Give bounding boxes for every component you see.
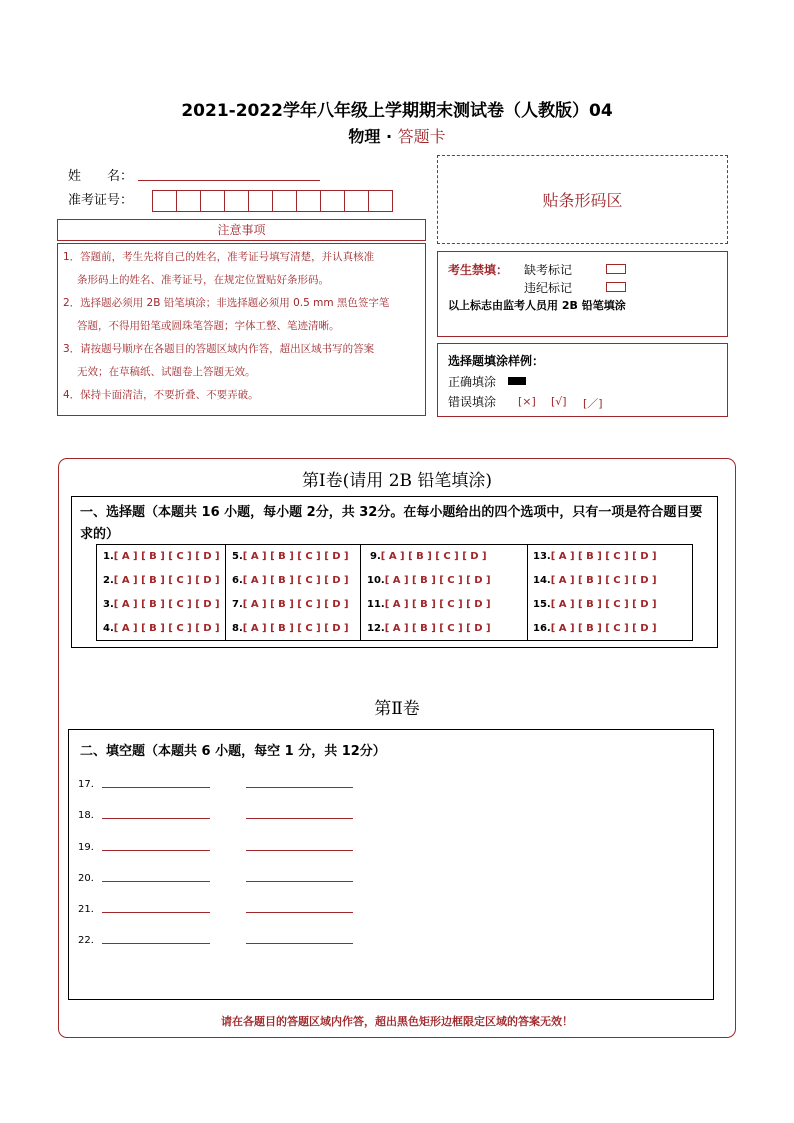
id-digit-box[interactable] [296,190,321,212]
correct-label: 正确填涂 [448,375,497,389]
card-label: 答题卡 [397,127,446,146]
mc-question[interactable]: 6.[ A ] [ B ] [ C ] [ D ] [232,575,349,586]
answer-blank[interactable] [246,818,353,819]
mc-question[interactable]: 8.[ A ] [ B ] [ C ] [ D ] [232,623,349,634]
notice-heading: 注意事项 [57,219,426,241]
sample-heading: 选择题填涂样例： [448,354,545,368]
answer-blank[interactable] [102,818,210,819]
violation-label: 违纪标记 [524,281,573,295]
wrong-mark-slash: [／] [583,397,603,410]
answer-blank[interactable] [246,850,353,851]
mc-question[interactable]: 7.[ A ] [ B ] [ C ] [ D ] [232,599,349,610]
notice-line: 2．选择题必须用 2B 铅笔填涂；非选择题必须用 0.5 mm 黑色签字笔 [63,297,390,309]
wrong-label: 错误填涂 [448,395,497,409]
dot-separator: · [385,127,393,146]
mc-question[interactable]: 11.[ A ] [ B ] [ C ] [ D ] [367,599,491,610]
mc-question[interactable]: 1.[ A ] [ B ] [ C ] [ D ] [103,551,220,562]
violation-mark-box[interactable] [606,282,626,292]
answer-blank[interactable] [246,943,353,944]
absent-label: 缺考标记 [524,263,573,277]
answer-blank[interactable] [102,850,210,851]
id-digit-box[interactable] [176,190,201,212]
fill-heading: 二、填空题（本题共 6 小题，每空 1 分，共 12分） [80,744,386,759]
mc-question[interactable]: 15.[ A ] [ B ] [ C ] [ D ] [533,599,657,610]
fill-sample-box [437,343,728,417]
id-digit-box[interactable] [152,190,177,212]
answer-blank[interactable] [102,912,210,913]
answer-blank[interactable] [246,881,353,882]
mc-question[interactable]: 4.[ A ] [ B ] [ C ] [ D ] [103,623,220,634]
fill-question-number: 22． [78,935,101,946]
answer-blank[interactable] [102,943,210,944]
id-digit-box[interactable] [224,190,249,212]
id-label: 准考证号： [68,193,134,208]
id-digit-box[interactable] [368,190,393,212]
name-label: 姓 名： [68,169,134,184]
correct-fill-sample [508,377,526,385]
barcode-area [437,155,728,244]
page-subtitle [0,124,794,147]
mc-question[interactable]: 16.[ A ] [ B ] [ C ] [ D ] [533,623,657,634]
subject-label: 物理 [348,127,381,146]
notice-line: 3．请按题号顺序在各题目的答题区域内作答，超出区域书写的答案 [63,343,375,355]
examiner-only-box [437,251,728,337]
answer-blank[interactable] [102,881,210,882]
mc-question[interactable]: 3.[ A ] [ B ] [ C ] [ D ] [103,599,220,610]
mc-question[interactable]: 12.[ A ] [ B ] [ C ] [ D ] [367,623,491,634]
forbid-note: 以上标志由监考人员用 2B 铅笔填涂 [448,299,626,312]
notice-line: 条形码上的姓名、准考证号，在规定位置贴好条形码。 [77,274,329,286]
notice-line: 4．保持卡面清洁，不要折叠、不要弄破。 [63,389,259,401]
footer-warning: 请在各题目的答题区域内作答，超出黑色矩形边框限定区域的答案无效！ [221,1015,573,1028]
fill-question-number: 20． [78,873,101,884]
answer-blank[interactable] [102,787,210,788]
id-digit-box[interactable] [320,190,345,212]
name-field[interactable] [138,180,320,181]
page-title: 2021-2022学年八年级上学期期末测试卷（人教版）04 [181,101,613,121]
fill-in-section [68,729,714,1000]
part2-title: 第Ⅱ卷 [374,699,420,719]
fill-question-number: 17． [78,779,101,790]
wrong-mark-check: [√] [551,395,567,408]
mc-question[interactable]: 10.[ A ] [ B ] [ C ] [ D ] [367,575,491,586]
mc-question[interactable]: 5.[ A ] [ B ] [ C ] [ D ] [232,551,349,562]
mc-heading: 一、选择题（本题共 16 小题，每小题 2分，共 32分。在每小题给出的四个选项中，只有一项是符合题目要求的） [80,505,703,542]
mc-question[interactable]: 2.[ A ] [ B ] [ C ] [ D ] [103,575,220,586]
answer-blank[interactable] [246,787,353,788]
notice-box [57,243,426,416]
barcode-label: 贴条形码区 [542,191,623,210]
wrong-mark-cross: [×] [518,395,536,408]
fill-question-number: 19． [78,842,101,853]
id-digit-box[interactable] [344,190,369,212]
id-digit-box[interactable] [200,190,225,212]
id-digit-box[interactable] [248,190,273,212]
fill-question-number: 18． [78,810,101,821]
id-number-boxes[interactable] [152,190,392,212]
mc-question[interactable]: 13.[ A ] [ B ] [ C ] [ D ] [533,551,657,562]
part1-title: 第Ⅰ卷(请用 2B 铅笔填涂) [301,471,493,491]
notice-line: 无效；在草稿纸、试题卷上答题无效。 [77,366,256,378]
id-digit-box[interactable] [272,190,297,212]
mc-question[interactable]: 9.[ A ] [ B ] [ C ] [ D ] [370,551,487,562]
notice-line: 1．答题前，考生先将自己的姓名，准考证号填写清楚，并认真核准 [63,251,375,263]
absent-mark-box[interactable] [606,264,626,274]
fill-question-number: 21． [78,904,101,915]
answer-blank[interactable] [246,912,353,913]
notice-line: 答题，不得用铅笔或圆珠笔答题；字体工整、笔迹清晰。 [77,320,340,332]
forbid-label: 考生禁填： [448,263,509,277]
mc-question[interactable]: 14.[ A ] [ B ] [ C ] [ D ] [533,575,657,586]
mc-answer-grid [96,544,693,641]
